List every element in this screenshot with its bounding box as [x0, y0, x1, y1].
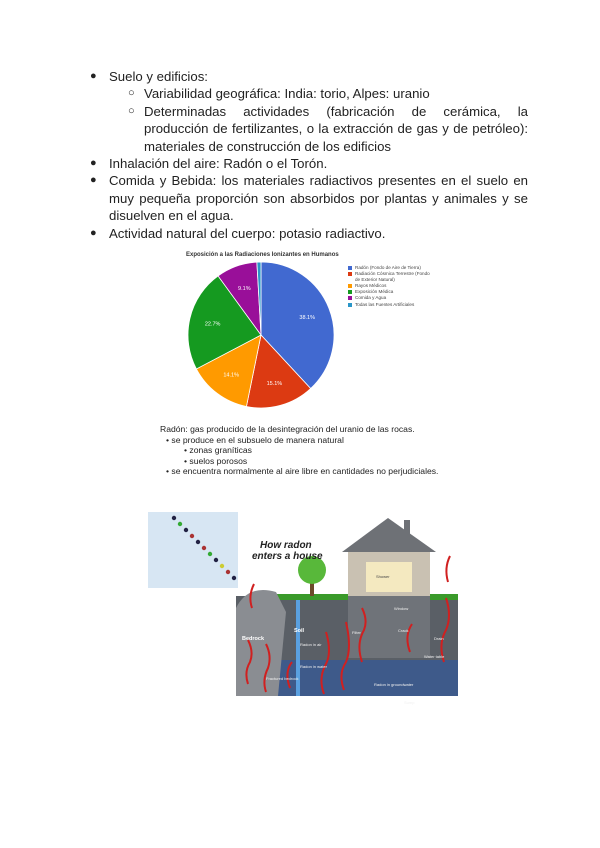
- legend-label: Exposición Médica: [355, 289, 394, 295]
- legend-label: Radón (Fondo de Aire de Tierra): [355, 265, 421, 270]
- bullet-text: Inhalación del aire: Radón o el Torón.: [109, 156, 328, 172]
- radon-sub-text: suelos porosos: [189, 455, 248, 466]
- sub-bullet-circle-icon: ○: [128, 104, 135, 117]
- bullet-item-air: [90, 155, 528, 172]
- radon-heading: Radón: gas producido de la desintegración del uranio de las rocas.: [160, 424, 415, 434]
- label-crack: Crack: [398, 628, 409, 633]
- bullet-list: [90, 68, 528, 242]
- bullet-item-body: [90, 225, 528, 242]
- label-shower: Shower: [376, 574, 390, 579]
- label-soil: Soil: [294, 628, 305, 634]
- legend-label: Comida y Agua: [355, 295, 387, 301]
- label-water-table: Water table: [424, 654, 445, 659]
- chimney: [404, 520, 410, 538]
- sub-bullet-geography: [90, 85, 528, 102]
- sub-bullet-activities: [90, 103, 528, 155]
- label-radon-water: Radon in water: [300, 664, 327, 669]
- legend-label: Radiación Cósmica Terrestre (Fondo de Exterior Natural): [355, 271, 430, 283]
- radon-sub-granite: • zonas graníticas: [184, 445, 252, 456]
- pie-slice-label-1: 15.1%: [266, 380, 283, 387]
- sub-bullet-circle-icon: ○: [128, 87, 135, 100]
- label-fractured: Fractured bedrock: [266, 676, 299, 681]
- chart-legend: [348, 265, 434, 308]
- legend-label: Rayos Médicos: [355, 283, 387, 289]
- legend-label: Todas las Fuentes Artificiales: [355, 301, 415, 307]
- radon-house-infographic: [148, 512, 458, 712]
- legend-swatch: [348, 290, 352, 294]
- legend-swatch: [348, 266, 352, 270]
- pie-chart-figure: [176, 247, 434, 419]
- chart-title: Exposición a las Radiaciones Ionizantes en Humanos: [186, 252, 339, 258]
- label-bedrock: Bedrock: [242, 636, 265, 642]
- label-window: Window: [394, 606, 409, 611]
- legend-swatch: [348, 272, 352, 276]
- legend-swatch: [348, 303, 352, 307]
- bullet-dot-icon: ●: [90, 226, 97, 239]
- pie-slice-label-0: 38.1%: [299, 314, 316, 321]
- legend-entry-1: [348, 271, 434, 283]
- pie-slice-label-3: 22.7%: [204, 321, 221, 328]
- label-radon-air: Radon in air: [300, 642, 322, 647]
- radon-item-air: • se encuentra normalmente al aire libre en cantidades no perjudiciales.: [166, 466, 439, 477]
- decay-chain-panel: [148, 512, 238, 588]
- bullet-text: Suelo y edificios:: [109, 69, 208, 84]
- bullet-dot-icon: ●: [90, 174, 97, 187]
- legend-swatch: [348, 284, 352, 288]
- legend-entry-5: [348, 302, 434, 308]
- sub-bullet-text: Variabilidad geográfica: India: torio, Alpes: uranio: [144, 86, 430, 102]
- label-filter: Filter: [352, 630, 361, 635]
- infographic-title-line1: How radon: [260, 540, 312, 551]
- infographic-title-line2: enters a house: [252, 551, 323, 562]
- label-radon-groundwater: Radon in groundwater: [374, 682, 414, 687]
- sub-bullet-text: Determinadas actividades (fabricación de cerámica, la producción de fertilizantes, o la extracción de gas y de petróleo): materiales de construcción de los edificios: [144, 103, 528, 154]
- radon-item-text: se produce en el subsuelo de manera natural: [171, 434, 344, 445]
- radon-text-block: [160, 424, 438, 477]
- bullet-item-food: [90, 172, 528, 224]
- label-sump: Sump: [404, 700, 415, 705]
- pie-slice-label-4: 9.1%: [238, 286, 251, 293]
- legend-swatch: [348, 296, 352, 300]
- bullet-dot-icon: ●: [90, 70, 97, 82]
- bullet-text: Actividad natural del cuerpo: potasio radiactivo.: [109, 225, 386, 241]
- radon-item-text: se encuentra normalmente al aire libre en cantidades no perjudiciales.: [171, 466, 439, 477]
- radon-sub-text: zonas graníticas: [189, 445, 252, 456]
- water-well: [296, 600, 300, 696]
- bullet-text: Comida y Bebida: los materiales radiactivos presentes en el suelo en muy pequeña proporción son absorbidos por plantas y animales y se disuelven en el agua.: [109, 173, 528, 224]
- pie-slice-label-2: 14.1%: [223, 372, 239, 379]
- label-drain: Drain: [434, 636, 444, 641]
- radon-item-origin: • se produce en el subsuelo de manera natural: [166, 434, 344, 445]
- bullet-dot-icon: ●: [90, 157, 97, 170]
- pie-chart: [176, 247, 346, 419]
- radon-sub-porous: • suelos porosos: [184, 455, 248, 466]
- bullet-item-soil: [90, 68, 528, 85]
